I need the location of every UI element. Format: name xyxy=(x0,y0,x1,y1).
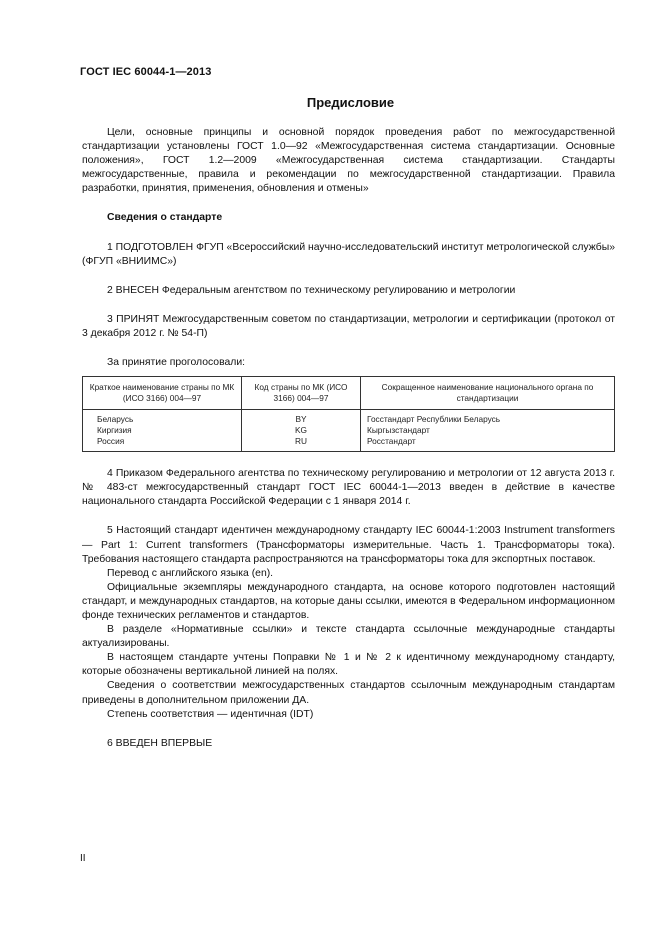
body-cell: Госстандарт Республики Беларусь xyxy=(361,410,615,426)
header-body: Сокращенное наименование национального органа по стандартизации xyxy=(361,377,615,410)
country-cell: Беларусь xyxy=(83,410,242,426)
item-4-order: 4 Приказом Федерального агентства по техническому регулированию и метрологии от 12 августа 2013 г. № 483-ст межгосударственный стандарт ГОСТ IEC 60044-1—2013 введен в действие в качестве национального стандарта Российской Федерации с 1 января 2014 г. xyxy=(82,468,615,508)
voted-label: За принятие проголосовали: xyxy=(107,357,246,369)
body-cell: Кыргызстандарт xyxy=(361,425,615,436)
code-cell: RU xyxy=(242,436,361,452)
code-cell: BY xyxy=(242,410,361,426)
table-row xyxy=(83,436,615,452)
item-5-references-updated: В разделе «Нормативные ссылки» и тексте стандарта ссылочные международные стандарты актуализированы. xyxy=(82,624,615,650)
item-5-official-copies: Официальные экземпляры международного стандарта, на основе которого подготовлен настоящий стандарт, и международных стандартов, на которые даны ссылки, имеются в Федеральном информационном фонде технических регламентов и стандартов. xyxy=(82,581,615,621)
header-code: Код страны по МК (ИСО 3166) 004—97 xyxy=(242,377,361,410)
table-row xyxy=(83,425,615,436)
body-cell: Росстандарт xyxy=(361,436,615,452)
item-5-amendments: В настоящем стандарте учтены Поправки № 1 и № 2 к идентичному международному стандарту, которые обозначены вертикальной линией на полях. xyxy=(82,652,615,678)
item-5-correspondence: Сведения о соответствии межгосударственных стандартов ссылочным международным стандартам приведены в дополнительном приложении ДА. xyxy=(82,680,615,706)
table-row xyxy=(83,410,615,426)
table-header-row xyxy=(83,377,615,410)
item-2-introduced: 2 ВНЕСЕН Федеральным агентством по техническому регулированию и метрологии xyxy=(107,284,516,296)
country-cell: Киргизия xyxy=(83,425,242,436)
page-title: Предисловие xyxy=(306,95,395,110)
country-cell: Россия xyxy=(83,436,242,452)
item-3-adopted: 3 ПРИНЯТ Межгосударственным советом по стандартизации, метрологии и сертификации (протокол от 3 декабря 2012 г. № 54-П) xyxy=(82,313,615,339)
item-1-prepared: 1 ПОДГОТОВЛЕН ФГУП «Всероссийский научно-исследовательский институт метрологической службы» (ФГУП «ВНИИМС») xyxy=(82,241,615,267)
voting-table xyxy=(82,376,615,452)
item-5-translation: Перевод с английского языка (en). xyxy=(107,567,274,579)
item-5-identical: 5 Настоящий стандарт идентичен международному стандарту IEC 60044-1:2003 Instrument transformers — Part 1: Current transformers (Трансформаторы измерительные. Часть 1. Трансформаторы тока). Требования настоящего стандарта распространяются на трансформаторы тока для экспортных поставок. xyxy=(82,525,615,565)
document-id-header: ГОСТ IEC 60044-1—2013 xyxy=(80,66,212,78)
document-body xyxy=(82,126,615,751)
code-cell: KG xyxy=(242,425,361,436)
item-5-degree: Степень соответствия — идентичная (IDT) xyxy=(107,708,314,720)
page-number: II xyxy=(80,853,86,864)
section-subheading: Сведения о стандарте xyxy=(107,212,223,224)
item-6-first-introduced: 6 ВВЕДЕН ВПЕРВЫЕ xyxy=(107,737,213,749)
header-country: Краткое наименование страны по МК (ИСО 3166) 004—97 xyxy=(83,377,242,410)
intro-paragraph: Цели, основные принципы и основной порядок проведения работ по межгосударственной стандартизации установлены ГОСТ 1.0—92 «Межгосударственная система стандартизации. Основные положения», ГОСТ 1.2—2009 «Межгосударственная система стандартизации. Стандарты межгосударственные, правила и рекомендации по межгосударственной стандартизации. Правила разработки, принятия, применения, обновления и отмены» xyxy=(82,127,615,195)
